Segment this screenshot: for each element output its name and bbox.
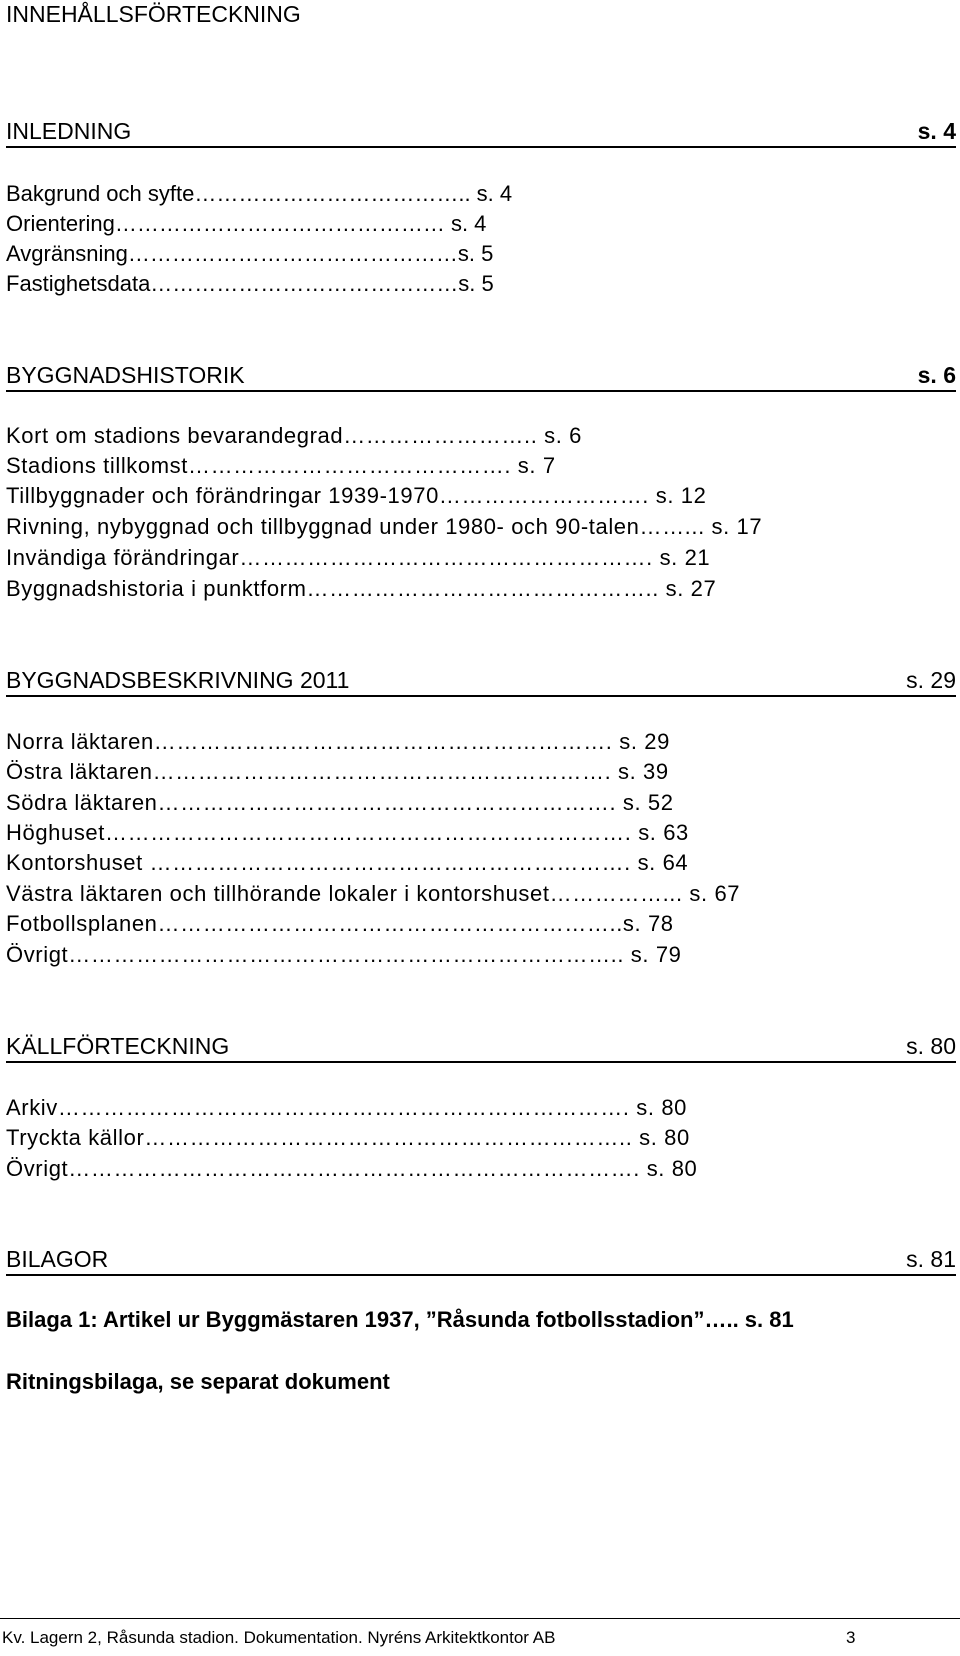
- toc-entry[interactable]: Bilaga 1: Artikel ur Byggmästaren 1937, ”Råsunda fotbollsstadion”….. s. 81: [6, 1307, 794, 1332]
- toc-entry[interactable]: Orientering……………………………………… s. 4: [6, 211, 487, 236]
- toc-entry[interactable]: Norra läktaren……………………………………………………. s. 29: [6, 729, 670, 754]
- section-heading-label: KÄLLFÖRTECKNING: [6, 1033, 230, 1059]
- document-title: INNEHÅLLSFÖRTECKNING: [6, 1, 301, 27]
- toc-entry[interactable]: Tillbyggnader och förändringar 1939-1970………………………. s. 12: [6, 483, 707, 508]
- toc-entry[interactable]: Västra läktaren och tillhörande lokaler i kontorshuset……………... s. 67: [6, 881, 741, 906]
- section-heading-label: BYGGNADSHISTORIK: [6, 362, 245, 388]
- toc-entry[interactable]: Övrigt…………………………………………………………………. s. 80: [6, 1156, 698, 1181]
- section-heading-bilagor[interactable]: [6, 1244, 956, 1276]
- section-page-ref: s. 6: [917, 362, 956, 388]
- footer-page-number: 3: [846, 1628, 856, 1647]
- section-heading-label: INLEDNING: [6, 118, 132, 144]
- toc-entry[interactable]: Rivning, nybyggnad och tillbyggnad under 1980- och 90-talen……... s. 17: [6, 514, 763, 539]
- toc-entry[interactable]: Invändiga förändringar………………………………………………. s. 21: [6, 545, 711, 570]
- toc-entry[interactable]: Avgränsning………………………………………s. 5: [6, 241, 494, 266]
- section-heading-label: BILAGOR: [6, 1246, 109, 1272]
- toc-entry[interactable]: Bakgrund och syfte……………………………….. s. 4: [6, 181, 513, 206]
- toc-entry[interactable]: Höghuset……………………………………………………………. s. 63: [6, 820, 689, 845]
- toc-entry[interactable]: Kontorshuset ………………………………………………………. s. 64: [6, 850, 689, 875]
- section-page-ref: s. 81: [906, 1246, 956, 1272]
- appendix-note: Ritningsbilaga, se separat dokument: [6, 1369, 390, 1394]
- section-heading-label: BYGGNADSBESKRIVNING 2011: [6, 667, 350, 693]
- toc-entry[interactable]: Övrigt……………………………………………………………….. s. 79: [6, 942, 682, 967]
- toc-entry[interactable]: Fastighetsdata……………………………………s. 5: [6, 271, 494, 296]
- page-footer: [0, 1618, 960, 1653]
- footer-text: Kv. Lagern 2, Råsunda stadion. Dokumentation. Nyréns Arkitektkontor AB: [2, 1628, 556, 1647]
- section-heading-kallforteckning[interactable]: [6, 1031, 956, 1063]
- section-page-ref: s. 80: [906, 1033, 956, 1059]
- toc-entry[interactable]: Fotbollsplanen……………………………………………………..s. 78: [6, 911, 674, 936]
- toc-entry[interactable]: Södra läktaren……………………………………………………. s. 52: [6, 790, 674, 815]
- toc-entry[interactable]: Östra läktaren……………………………………………………. s. 39: [6, 759, 669, 784]
- section-heading-byggnadshistorik[interactable]: [6, 360, 956, 392]
- section-heading-inledning[interactable]: [6, 116, 956, 148]
- section-page-ref: s. 29: [906, 667, 956, 693]
- toc-entry[interactable]: Stadions tillkomst……………………………………. s. 7: [6, 453, 556, 478]
- toc-entry[interactable]: Tryckta källor……………………………………………………….. s. 80: [6, 1125, 690, 1150]
- toc-entry[interactable]: Arkiv…………………………………………………………………. s. 80: [6, 1095, 688, 1120]
- section-page-ref: s. 4: [917, 118, 956, 144]
- toc-entry[interactable]: Byggnadshistoria i punktform……………………………………….. s. 27: [6, 576, 717, 601]
- toc-entry[interactable]: Kort om stadions bevarandegrad…………………….. s. 6: [6, 423, 582, 448]
- section-heading-byggnadsbeskrivning[interactable]: [6, 665, 956, 697]
